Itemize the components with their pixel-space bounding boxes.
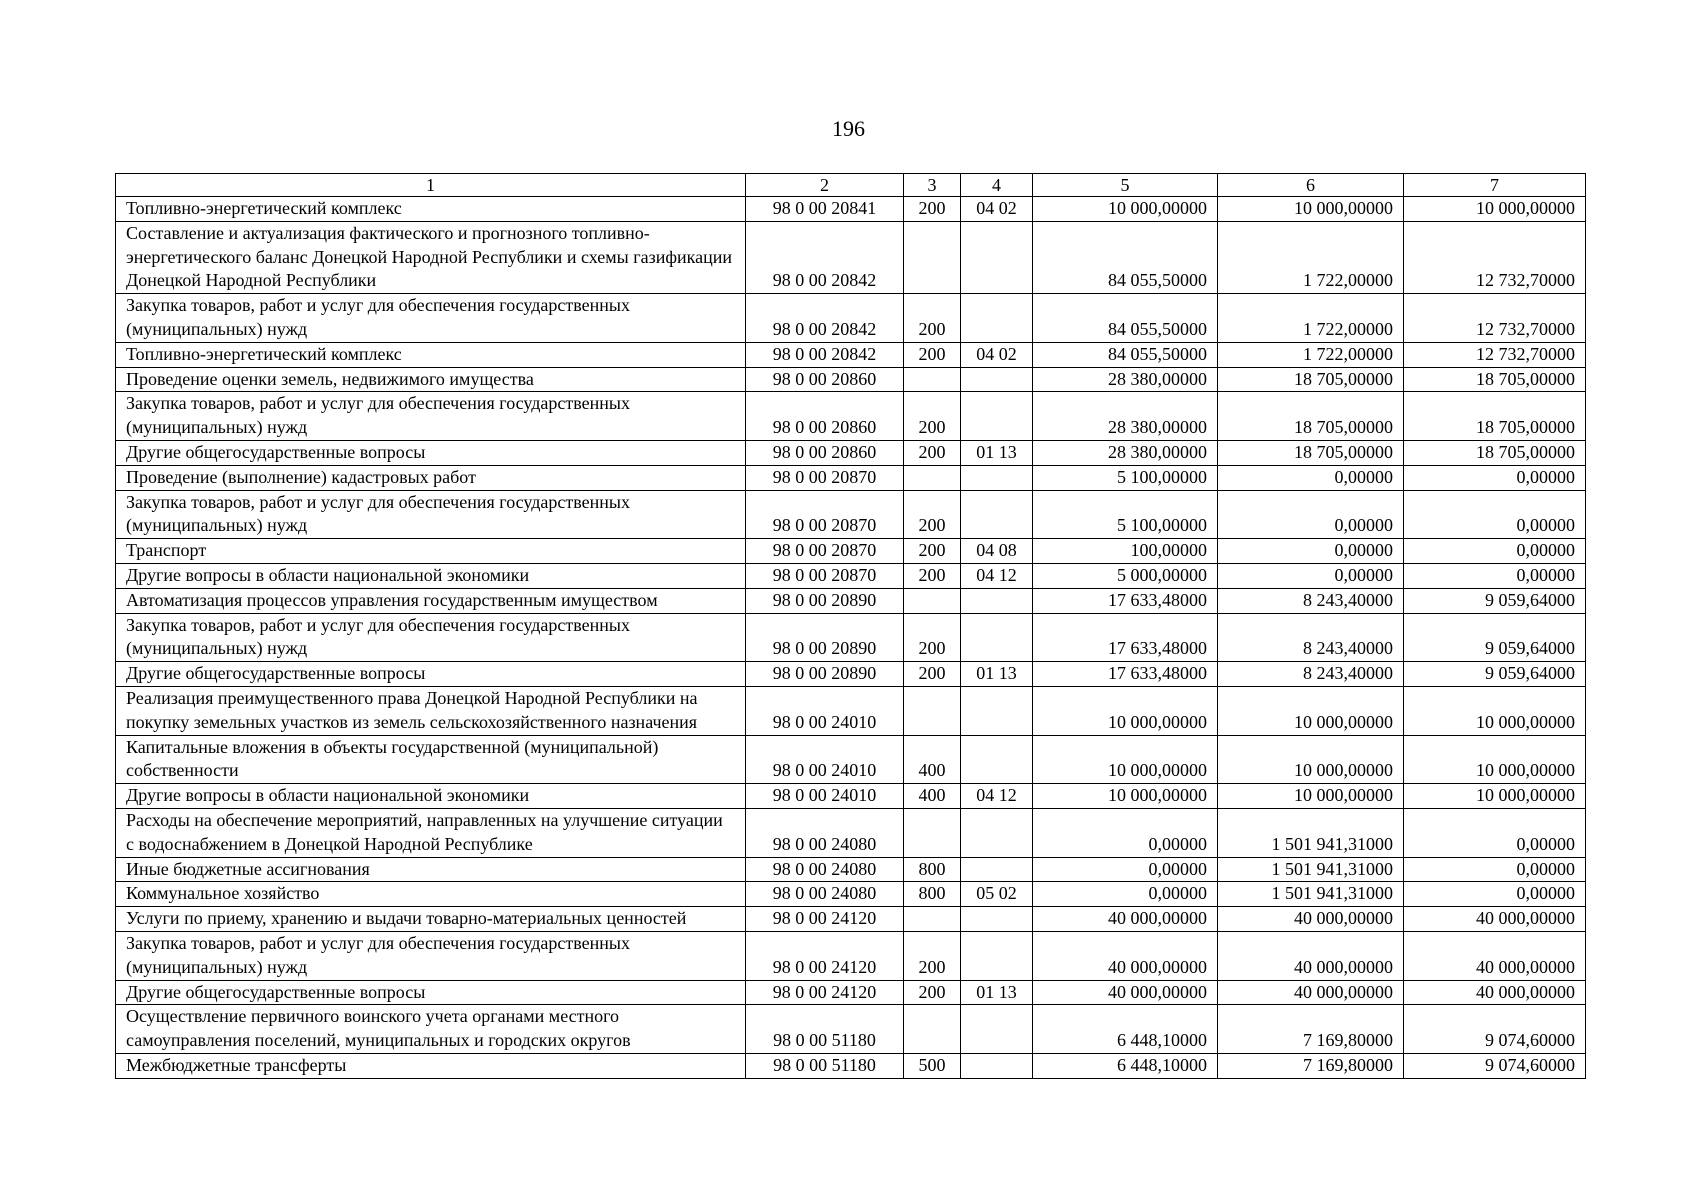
amount-col6-cell: 10 000,00000 [1218,197,1404,222]
amount-col7-cell: 0,00000 [1404,857,1586,882]
expense-type-cell [904,367,961,392]
amount-col5-cell: 100,00000 [1033,539,1218,564]
section-code-cell [961,294,1033,343]
row-name-cell: Транспорт [116,539,746,564]
target-article-cell: 98 0 00 20870 [746,465,904,490]
target-article-cell: 98 0 00 20890 [746,613,904,662]
table-row [116,686,1586,735]
amount-col5-cell: 5 100,00000 [1033,490,1218,539]
section-code-cell [961,907,1033,932]
amount-col7-cell: 0,00000 [1404,563,1586,588]
expense-type-cell: 500 [904,1053,961,1078]
amount-col7-cell: 9 059,64000 [1404,588,1586,613]
target-article-cell: 98 0 00 24120 [746,931,904,980]
table-row [116,857,1586,882]
amount-col6-cell: 8 243,40000 [1218,662,1404,687]
expense-type-cell: 800 [904,857,961,882]
amount-col5-cell: 84 055,50000 [1033,342,1218,367]
amount-col7-cell: 40 000,00000 [1404,980,1586,1005]
row-name-cell: Осуществление первичного воинского учета органами местного самоуправления поселений, муниципальных и городских округов [116,1005,746,1054]
amount-col7-cell: 0,00000 [1404,490,1586,539]
target-article-cell: 98 0 00 20842 [746,342,904,367]
expense-type-cell [904,221,961,293]
amount-col7-cell: 12 732,70000 [1404,221,1586,293]
section-code-cell: 01 13 [961,662,1033,687]
section-code-cell [961,588,1033,613]
target-article-cell: 98 0 00 20860 [746,367,904,392]
amount-col5-cell: 17 633,48000 [1033,662,1218,687]
section-code-cell [961,686,1033,735]
section-code-cell [961,613,1033,662]
amount-col7-cell: 9 074,60000 [1404,1005,1586,1054]
expense-type-cell [904,907,961,932]
table-row [116,931,1586,980]
target-article-cell: 98 0 00 24080 [746,857,904,882]
target-article-cell: 98 0 00 20860 [746,392,904,441]
table-row [116,294,1586,343]
row-name-cell: Другие общегосударственные вопросы [116,662,746,687]
table-row [116,735,1586,784]
section-code-cell: 04 08 [961,539,1033,564]
expense-type-cell: 200 [904,392,961,441]
amount-col7-cell: 9 059,64000 [1404,662,1586,687]
section-code-cell: 04 02 [961,342,1033,367]
table-row [116,588,1586,613]
page-number: 196 [832,116,865,141]
section-code-cell [961,1005,1033,1054]
amount-col7-cell: 18 705,00000 [1404,367,1586,392]
amount-col6-cell: 10 000,00000 [1218,784,1404,809]
expense-type-cell [904,686,961,735]
amount-col5-cell: 10 000,00000 [1033,686,1218,735]
section-code-cell [961,735,1033,784]
amount-col5-cell: 5 100,00000 [1033,465,1218,490]
target-article-cell: 98 0 00 20870 [746,539,904,564]
amount-col5-cell: 6 448,10000 [1033,1053,1218,1078]
table-row [116,1053,1586,1078]
header-cell: 1 [116,174,746,197]
header-cell: 2 [746,174,904,197]
row-name-cell: Иные бюджетные ассигнования [116,857,746,882]
target-article-cell: 98 0 00 24120 [746,907,904,932]
amount-col6-cell: 10 000,00000 [1218,735,1404,784]
table-row [116,392,1586,441]
amount-col5-cell: 0,00000 [1033,808,1218,857]
target-article-cell: 98 0 00 24080 [746,882,904,907]
amount-col6-cell: 0,00000 [1218,465,1404,490]
expense-type-cell: 200 [904,613,961,662]
amount-col5-cell: 28 380,00000 [1033,440,1218,465]
row-name-cell: Другие вопросы в области национальной экономики [116,784,746,809]
expense-type-cell [904,465,961,490]
table-body [116,174,1586,1079]
table-row [116,808,1586,857]
target-article-cell: 98 0 00 20860 [746,440,904,465]
section-code-cell [961,367,1033,392]
amount-col5-cell: 40 000,00000 [1033,980,1218,1005]
target-article-cell: 98 0 00 20842 [746,221,904,293]
target-article-cell: 98 0 00 20870 [746,563,904,588]
amount-col7-cell: 10 000,00000 [1404,784,1586,809]
expense-type-cell: 200 [904,490,961,539]
amount-col7-cell: 12 732,70000 [1404,342,1586,367]
expense-type-cell: 200 [904,440,961,465]
target-article-cell: 98 0 00 20890 [746,588,904,613]
amount-col6-cell: 1 501 941,31000 [1218,808,1404,857]
amount-col7-cell: 18 705,00000 [1404,440,1586,465]
amount-col5-cell: 84 055,50000 [1033,221,1218,293]
header-cell: 4 [961,174,1033,197]
expense-type-cell: 200 [904,931,961,980]
row-name-cell: Капитальные вложения в объекты государственной (муниципальной) собственности [116,735,746,784]
amount-col6-cell: 40 000,00000 [1218,931,1404,980]
table-row [116,1005,1586,1054]
amount-col7-cell: 10 000,00000 [1404,686,1586,735]
amount-col6-cell: 8 243,40000 [1218,613,1404,662]
row-name-cell: Топливно-энергетический комплекс [116,342,746,367]
table-row [116,563,1586,588]
amount-col7-cell: 12 732,70000 [1404,294,1586,343]
table-row [116,980,1586,1005]
expense-type-cell: 200 [904,662,961,687]
amount-col7-cell: 10 000,00000 [1404,197,1586,222]
row-name-cell: Проведение (выполнение) кадастровых работ [116,465,746,490]
amount-col5-cell: 0,00000 [1033,857,1218,882]
table-row [116,882,1586,907]
table-row [116,342,1586,367]
row-name-cell: Услуги по приему, хранению и выдачи товарно-материальных ценностей [116,907,746,932]
expense-type-cell: 200 [904,980,961,1005]
section-code-cell: 05 02 [961,882,1033,907]
expense-type-cell [904,808,961,857]
expense-type-cell: 200 [904,539,961,564]
expense-type-cell: 400 [904,735,961,784]
amount-col6-cell: 1 501 941,31000 [1218,857,1404,882]
amount-col6-cell: 8 243,40000 [1218,588,1404,613]
amount-col6-cell: 18 705,00000 [1218,392,1404,441]
amount-col7-cell: 9 074,60000 [1404,1053,1586,1078]
expense-type-cell: 200 [904,563,961,588]
amount-col5-cell: 40 000,00000 [1033,907,1218,932]
row-name-cell: Реализация преимущественного права Донецкой Народной Республики на покупку земельных участков из земель сельскохозяйственного назначения [116,686,746,735]
amount-col5-cell: 40 000,00000 [1033,931,1218,980]
section-code-cell [961,931,1033,980]
table-row [116,197,1586,222]
table-row [116,784,1586,809]
amount-col7-cell: 0,00000 [1404,539,1586,564]
row-name-cell: Автоматизация процессов управления государственным имуществом [116,588,746,613]
amount-col7-cell: 18 705,00000 [1404,392,1586,441]
amount-col7-cell: 40 000,00000 [1404,931,1586,980]
section-code-cell [961,808,1033,857]
amount-col6-cell: 1 722,00000 [1218,342,1404,367]
amount-col6-cell: 7 169,80000 [1218,1053,1404,1078]
header-cell: 5 [1033,174,1218,197]
section-code-cell [961,857,1033,882]
amount-col6-cell: 40 000,00000 [1218,907,1404,932]
amount-col5-cell: 17 633,48000 [1033,588,1218,613]
table-header-row [116,174,1586,197]
row-name-cell: Составление и актуализация фактического и прогнозного топливно-энергетического баланс Донецкой Народной Республики и схемы газификации Донецкой Народной Республики [116,221,746,293]
amount-col6-cell: 1 722,00000 [1218,294,1404,343]
expense-type-cell: 200 [904,342,961,367]
table-row [116,465,1586,490]
header-cell: 3 [904,174,961,197]
amount-col6-cell: 7 169,80000 [1218,1005,1404,1054]
section-code-cell [961,490,1033,539]
amount-col6-cell: 18 705,00000 [1218,367,1404,392]
amount-col6-cell: 1 722,00000 [1218,221,1404,293]
amount-col6-cell: 40 000,00000 [1218,980,1404,1005]
row-name-cell: Закупка товаров, работ и услуг для обеспечения государственных (муниципальных) нужд [116,294,746,343]
amount-col7-cell: 40 000,00000 [1404,907,1586,932]
table-row [116,907,1586,932]
table-row [116,539,1586,564]
target-article-cell: 98 0 00 20842 [746,294,904,343]
amount-col5-cell: 10 000,00000 [1033,197,1218,222]
amount-col7-cell: 9 059,64000 [1404,613,1586,662]
amount-col7-cell: 10 000,00000 [1404,735,1586,784]
row-name-cell: Закупка товаров, работ и услуг для обеспечения государственных (муниципальных) нужд [116,613,746,662]
amount-col5-cell: 28 380,00000 [1033,367,1218,392]
target-article-cell: 98 0 00 20870 [746,490,904,539]
target-article-cell: 98 0 00 24010 [746,784,904,809]
amount-col6-cell: 10 000,00000 [1218,686,1404,735]
amount-col5-cell: 0,00000 [1033,882,1218,907]
row-name-cell: Топливно-энергетический комплекс [116,197,746,222]
amount-col6-cell: 18 705,00000 [1218,440,1404,465]
row-name-cell: Другие вопросы в области национальной экономики [116,563,746,588]
row-name-cell: Другие общегосударственные вопросы [116,980,746,1005]
target-article-cell: 98 0 00 24080 [746,808,904,857]
section-code-cell: 04 12 [961,784,1033,809]
table-row [116,367,1586,392]
section-code-cell: 04 12 [961,563,1033,588]
expense-type-cell [904,1005,961,1054]
target-article-cell: 98 0 00 20841 [746,197,904,222]
row-name-cell: Закупка товаров, работ и услуг для обеспечения государственных (муниципальных) нужд [116,490,746,539]
target-article-cell: 98 0 00 51180 [746,1005,904,1054]
amount-col7-cell: 0,00000 [1404,882,1586,907]
amount-col7-cell: 0,00000 [1404,808,1586,857]
table-row [116,662,1586,687]
amount-col5-cell: 28 380,00000 [1033,392,1218,441]
amount-col5-cell: 5 000,00000 [1033,563,1218,588]
table-row [116,613,1586,662]
table-row [116,440,1586,465]
section-code-cell: 01 13 [961,440,1033,465]
row-name-cell: Коммунальное хозяйство [116,882,746,907]
section-code-cell: 01 13 [961,980,1033,1005]
expense-type-cell: 800 [904,882,961,907]
header-cell: 6 [1218,174,1404,197]
target-article-cell: 98 0 00 24010 [746,735,904,784]
table-row [116,221,1586,293]
target-article-cell: 98 0 00 20890 [746,662,904,687]
row-name-cell: Расходы на обеспечение мероприятий, направленных на улучшение ситуации с водоснабжением в Донецкой Народной Республике [116,808,746,857]
amount-col6-cell: 0,00000 [1218,490,1404,539]
section-code-cell [961,1053,1033,1078]
section-code-cell [961,392,1033,441]
row-name-cell: Другие общегосударственные вопросы [116,440,746,465]
row-name-cell: Проведение оценки земель, недвижимого имущества [116,367,746,392]
target-article-cell: 98 0 00 51180 [746,1053,904,1078]
amount-col6-cell: 0,00000 [1218,539,1404,564]
row-name-cell: Межбюджетные трансферты [116,1053,746,1078]
expense-type-cell: 200 [904,197,961,222]
expense-type-cell [904,588,961,613]
amount-col6-cell: 0,00000 [1218,563,1404,588]
target-article-cell: 98 0 00 24010 [746,686,904,735]
amount-col5-cell: 10 000,00000 [1033,784,1218,809]
section-code-cell: 04 02 [961,197,1033,222]
amount-col5-cell: 84 055,50000 [1033,294,1218,343]
row-name-cell: Закупка товаров, работ и услуг для обеспечения государственных (муниципальных) нужд [116,392,746,441]
budget-table [115,173,1586,1079]
amount-col6-cell: 1 501 941,31000 [1218,882,1404,907]
header-cell: 7 [1404,174,1586,197]
row-name-cell: Закупка товаров, работ и услуг для обеспечения государственных (муниципальных) нужд [116,931,746,980]
table-row [116,490,1586,539]
expense-type-cell: 200 [904,294,961,343]
section-code-cell [961,221,1033,293]
amount-col5-cell: 6 448,10000 [1033,1005,1218,1054]
expense-type-cell: 400 [904,784,961,809]
amount-col5-cell: 17 633,48000 [1033,613,1218,662]
target-article-cell: 98 0 00 24120 [746,980,904,1005]
amount-col7-cell: 0,00000 [1404,465,1586,490]
section-code-cell [961,465,1033,490]
amount-col5-cell: 10 000,00000 [1033,735,1218,784]
